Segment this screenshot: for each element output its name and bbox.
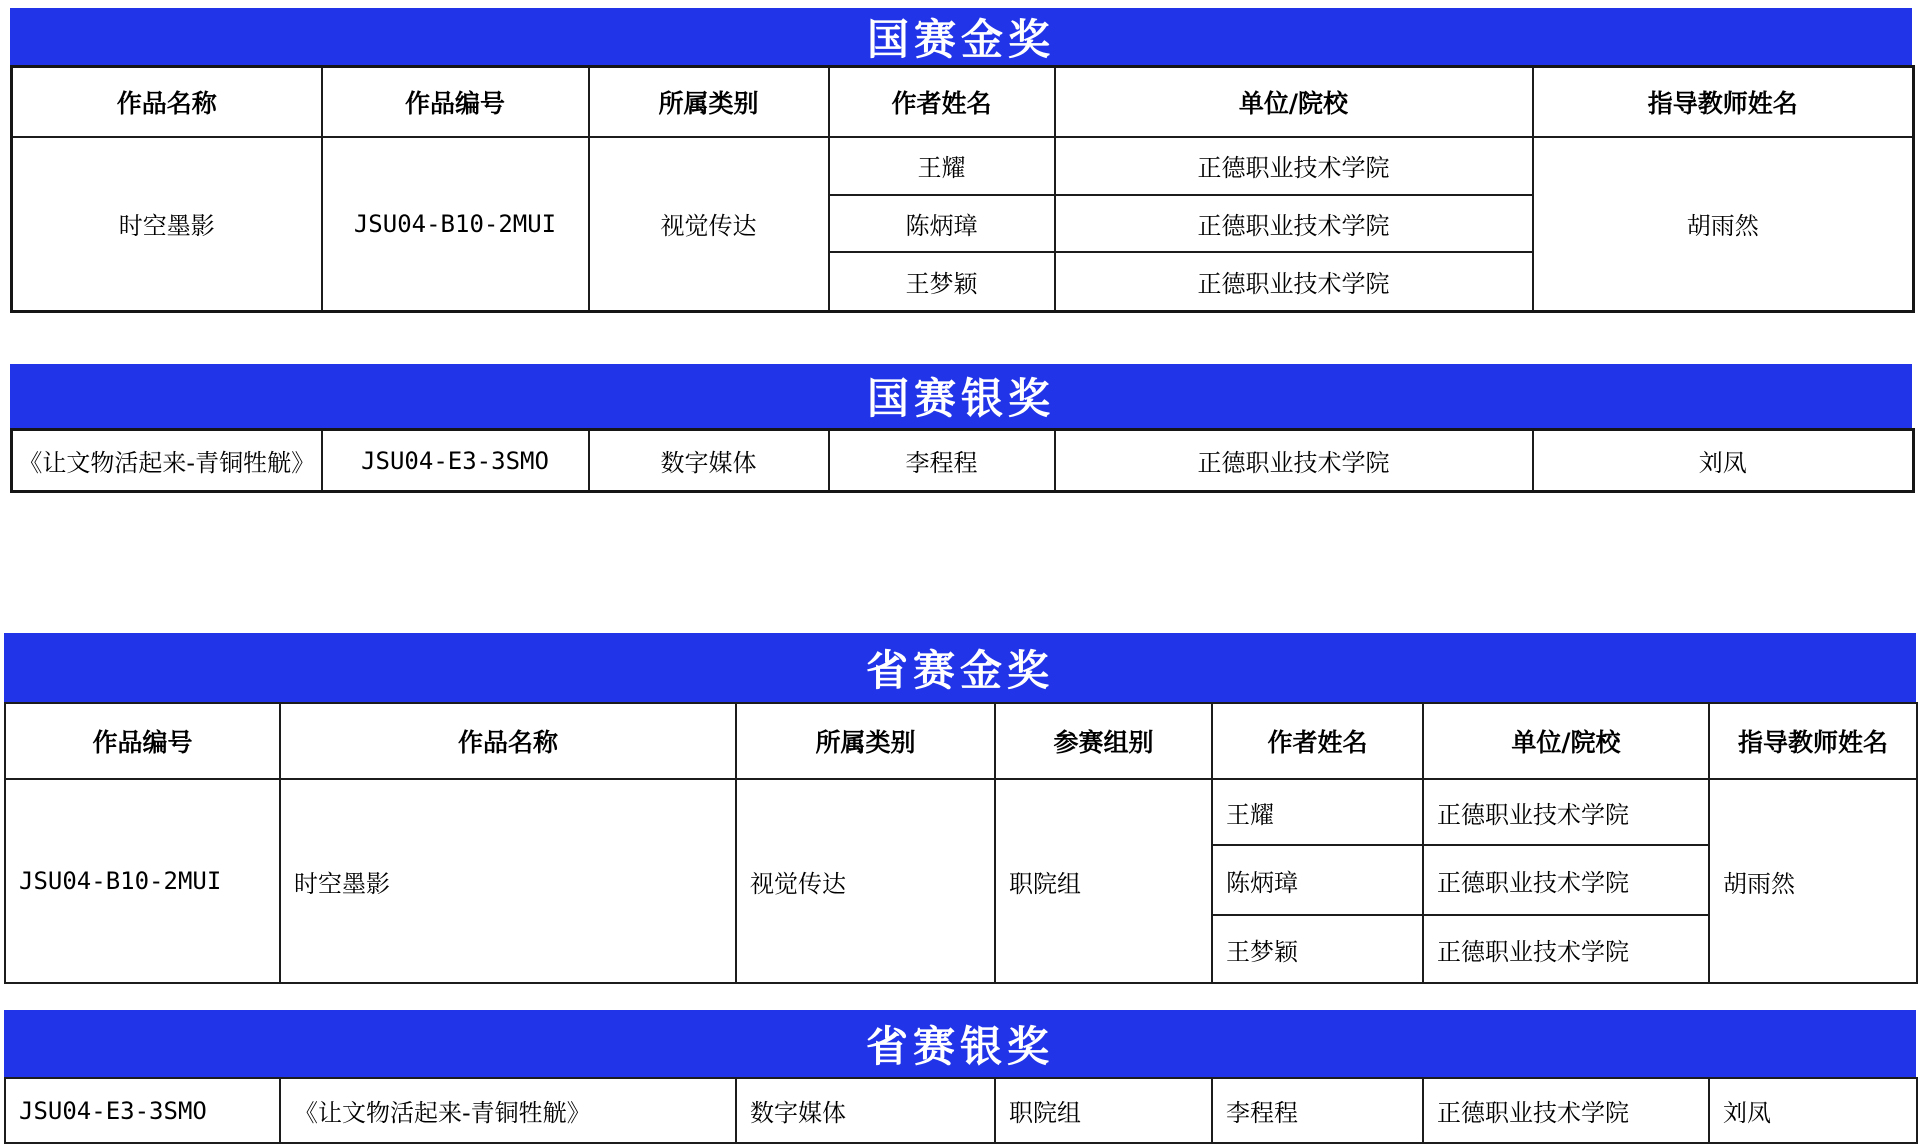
cell-author-name: 李程程: [829, 430, 1055, 492]
cell-author-name: 王耀: [1212, 779, 1423, 845]
cell-school: 正德职业技术学院: [1423, 1078, 1709, 1143]
national-gold-title: 国赛金奖: [866, 14, 1055, 64]
cell-category: 视觉传达: [589, 137, 829, 312]
cell-work-code: JSU04-E3-3SMO: [5, 1078, 280, 1143]
table-row: [12, 137, 1914, 195]
header-group: 参赛组别: [995, 703, 1212, 779]
header-advisor: 指导教师姓名: [1533, 67, 1914, 137]
header-advisor: 指导教师姓名: [1709, 703, 1917, 779]
national-silver-table: [10, 428, 1915, 493]
national-silver-section: [10, 364, 1912, 493]
cell-school: 正德职业技术学院: [1423, 779, 1709, 845]
table-row: [5, 779, 1917, 845]
cell-author-name: 王梦颖: [829, 252, 1055, 312]
cell-work-name: 《让文物活起来-青铜牲觥》: [280, 1078, 736, 1143]
cell-author-name: 陈炳璋: [1212, 845, 1423, 915]
header-category: 所属类别: [589, 67, 829, 137]
provincial-gold-table: [4, 702, 1918, 984]
national-gold-table: [10, 65, 1915, 313]
provincial-gold-title: 省赛金奖: [865, 645, 1054, 695]
header-author-name: 作者姓名: [829, 67, 1055, 137]
header-school: 单位/院校: [1055, 67, 1533, 137]
table-header-row: [5, 703, 1917, 779]
header-category: 所属类别: [736, 703, 995, 779]
cell-work-name: 时空墨影: [280, 779, 736, 983]
cell-work-code: JSU04-B10-2MUI: [5, 779, 280, 983]
provincial-silver-table: [4, 1077, 1918, 1144]
header-work-name: 作品名称: [280, 703, 736, 779]
national-silver-title: 国赛银奖: [866, 374, 1055, 423]
header-school: 单位/院校: [1423, 703, 1709, 779]
cell-advisor: 刘凤: [1709, 1078, 1917, 1143]
table-row: [12, 430, 1914, 492]
cell-work-name: 时空墨影: [12, 137, 322, 312]
cell-advisor: 刘凤: [1533, 430, 1914, 492]
header-author-name: 作者姓名: [1212, 703, 1423, 779]
cell-author-name: 李程程: [1212, 1078, 1423, 1143]
cell-category: 数字媒体: [589, 430, 829, 492]
header-work-code: 作品编号: [322, 67, 589, 137]
header-work-name: 作品名称: [12, 67, 322, 137]
national-gold-title-bar: [10, 8, 1912, 65]
provincial-gold-section: [4, 633, 1916, 984]
cell-school: 正德职业技术学院: [1055, 137, 1533, 195]
cell-work-code: JSU04-B10-2MUI: [322, 137, 589, 312]
cell-author-name: 王耀: [829, 137, 1055, 195]
provincial-gold-title-bar: [4, 633, 1916, 702]
cell-school: 正德职业技术学院: [1055, 195, 1533, 252]
cell-category: 视觉传达: [736, 779, 995, 983]
cell-author-name: 王梦颖: [1212, 915, 1423, 983]
cell-work-name: 《让文物活起来-青铜牲觥》: [12, 430, 322, 492]
cell-advisor: 胡雨然: [1533, 137, 1914, 312]
national-gold-section: [10, 8, 1912, 313]
provincial-silver-section: [4, 1010, 1916, 1144]
cell-advisor: 胡雨然: [1709, 779, 1917, 983]
cell-school: 正德职业技术学院: [1055, 252, 1533, 312]
cell-category: 数字媒体: [736, 1078, 995, 1143]
cell-school: 正德职业技术学院: [1055, 430, 1533, 492]
national-silver-title-bar: [10, 364, 1912, 428]
provincial-silver-title-bar: [4, 1010, 1916, 1077]
cell-school: 正德职业技术学院: [1423, 845, 1709, 915]
cell-work-code: JSU04-E3-3SMO: [322, 430, 589, 492]
cell-author-name: 陈炳璋: [829, 195, 1055, 252]
table-row: [5, 1078, 1917, 1143]
table-header-row: [12, 67, 1914, 137]
cell-group: 职院组: [995, 779, 1212, 983]
cell-group: 职院组: [995, 1078, 1212, 1143]
cell-school: 正德职业技术学院: [1423, 915, 1709, 983]
provincial-silver-title: 省赛银奖: [865, 1021, 1054, 1071]
header-work-code: 作品编号: [5, 703, 280, 779]
